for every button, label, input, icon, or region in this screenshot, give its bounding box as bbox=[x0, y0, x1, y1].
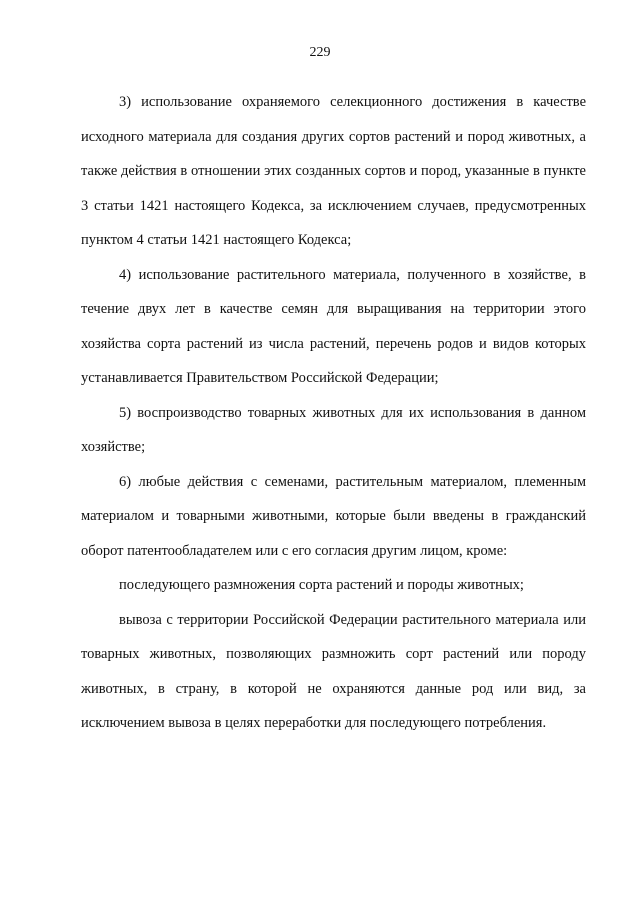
paragraph-item-6: 6) любые действия с семенами, растительным материалом, племенным материалом и товарными животными, которые были введены в гражданский оборот патентообладателем или с его согласия другим лицом, кроме: bbox=[81, 473, 586, 559]
paragraph-item-5: 5) воспроизводство товарных животных для их использования в данном хозяйстве; bbox=[81, 404, 586, 455]
paragraph-subitem-propagation: последующего размножения сорта растений и породы животных; bbox=[119, 577, 524, 593]
paragraph-item-3: 3) использование охраняемого селекционного достижения в качестве исходного материала для создания других сортов растений и пород животных, а также действия в отношении этих созданных сортов и пород, указанные в пункте 3 статьи 1421 настоящего Кодекса, за исключением случаев, предусмотренных пунктом 4 статьи 1421 настоящего Кодекса; bbox=[81, 94, 586, 248]
document-body bbox=[81, 85, 586, 741]
page-number: 229 bbox=[309, 45, 331, 60]
paragraph-item-4: 4) использование растительного материала, полученного в хозяйстве, в течение двух лет в качестве семян для выращивания на территории этого хозяйства сорта растений из числа растений, перечень родов и видов которых устанавливается Правительством Российской Федерации; bbox=[81, 266, 586, 386]
paragraph-subitem-export: вывоза с территории Российской Федерации растительного материала или товарных животных, позволяющих размножить сорт растений или породу животных, в страну, в которой не охраняются данные род или вид, за исключением вывоза в целях переработки для последующего потребления. bbox=[81, 611, 586, 731]
